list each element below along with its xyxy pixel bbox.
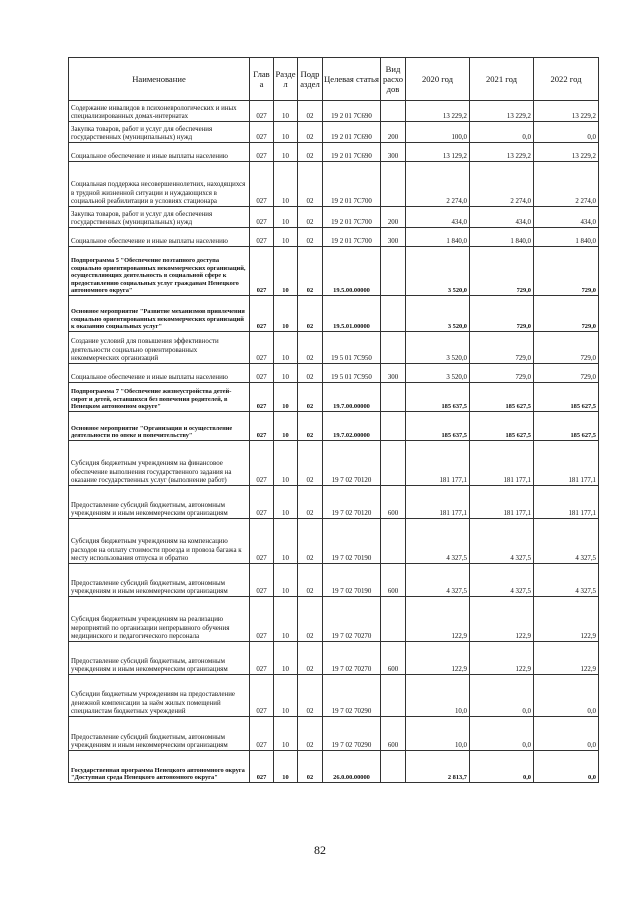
cell-target-article: 19 2 01 7С700	[323, 207, 381, 228]
table-row	[69, 122, 599, 143]
cell-podrazdel: 02	[298, 364, 323, 383]
cell-podrazdel: 02	[298, 383, 323, 412]
header-2020: 2020 год	[406, 58, 470, 101]
cell-razdel: 10	[274, 207, 298, 228]
cell-expense-type: 300	[381, 143, 406, 162]
cell-2021: 122,9	[470, 597, 534, 642]
cell-name: Предоставление субсидий бюджетным, автономным учреждениям и иным некоммерческим организациям	[69, 564, 250, 597]
cell-2020: 13 229,2	[406, 101, 470, 122]
cell-name: Предоставление субсидий бюджетным, автономным учреждениям и иным некоммерческим организациям	[69, 486, 250, 519]
cell-expense-type: 600	[381, 564, 406, 597]
cell-glava: 027	[250, 247, 274, 296]
cell-2020: 122,9	[406, 642, 470, 675]
cell-2020: 185 637,5	[406, 412, 470, 441]
cell-target-article: 19.7.00.00000	[323, 383, 381, 412]
cell-razdel: 10	[274, 642, 298, 675]
cell-podrazdel: 02	[298, 441, 323, 486]
cell-name: Создание условий для повышения эффективности деятельности социально ориентированных некоммерческих организаций	[69, 332, 250, 364]
cell-name: Государственная программа Ненецкого автономного округа "Доступная среда Ненецкого автономного округа"	[69, 751, 250, 783]
cell-target-article: 19 7 02 70290	[323, 675, 381, 717]
cell-razdel: 10	[274, 717, 298, 751]
cell-expense-type: 300	[381, 364, 406, 383]
header-razdel: Разде л	[274, 58, 298, 101]
cell-podrazdel: 02	[298, 296, 323, 332]
cell-2021: 0,0	[470, 717, 534, 751]
cell-glava: 027	[250, 383, 274, 412]
cell-glava: 027	[250, 296, 274, 332]
cell-podrazdel: 02	[298, 143, 323, 162]
cell-2020: 4 327,5	[406, 519, 470, 564]
cell-name: Закупка товаров, работ и услуг для обеспечения государственных (муниципальных) нужд	[69, 207, 250, 228]
table-row	[69, 143, 599, 162]
cell-2022: 1 840,0	[534, 228, 599, 247]
table-row	[69, 296, 599, 332]
cell-glava: 027	[250, 143, 274, 162]
table-row	[69, 101, 599, 122]
cell-2022: 122,9	[534, 597, 599, 642]
table-row	[69, 675, 599, 717]
cell-glava: 027	[250, 751, 274, 783]
cell-podrazdel: 02	[298, 486, 323, 519]
cell-2022: 2 274,0	[534, 162, 599, 207]
table-row	[69, 441, 599, 486]
cell-name: Предоставление субсидий бюджетным, автономным учреждениям и иным некоммерческим организациям	[69, 642, 250, 675]
cell-target-article: 19.5.00.00000	[323, 247, 381, 296]
cell-2020: 2 274,0	[406, 162, 470, 207]
table-row	[69, 717, 599, 751]
cell-expense-type: 200	[381, 207, 406, 228]
cell-name: Субсидия бюджетным учреждениям на реализацию мероприятий по организации непрерывного обучения медицинского и педагогического персонала	[69, 597, 250, 642]
cell-2021: 4 327,5	[470, 564, 534, 597]
cell-expense-type	[381, 332, 406, 364]
cell-glava: 027	[250, 364, 274, 383]
cell-target-article: 19.7.02.00000	[323, 412, 381, 441]
cell-2022: 0,0	[534, 717, 599, 751]
table-row	[69, 364, 599, 383]
table-row	[69, 383, 599, 412]
cell-2022: 0,0	[534, 122, 599, 143]
cell-2022: 185 627,5	[534, 412, 599, 441]
cell-name: Подпрограмма 5 "Обеспечение поэтапного доступа социально ориентированных некоммерческих организаций, осуществляющих деятельность в социальной сфере к предоставлению социальных услуг гражданам Ненецкого автономного округа"	[69, 247, 250, 296]
cell-podrazdel: 02	[298, 247, 323, 296]
cell-2020: 185 637,5	[406, 383, 470, 412]
table-row	[69, 162, 599, 207]
cell-target-article: 19 5 01 7С950	[323, 364, 381, 383]
cell-podrazdel: 02	[298, 122, 323, 143]
cell-2022: 4 327,5	[534, 519, 599, 564]
header-expense-type: Вид расхо дов	[381, 58, 406, 101]
cell-glava: 027	[250, 228, 274, 247]
cell-glava: 027	[250, 642, 274, 675]
page-number: 82	[314, 843, 326, 857]
cell-expense-type: 300	[381, 228, 406, 247]
cell-2021: 185 627,5	[470, 383, 534, 412]
cell-2021: 729,0	[470, 296, 534, 332]
cell-2021: 434,0	[470, 207, 534, 228]
header-glava: Глав а	[250, 58, 274, 101]
cell-podrazdel: 02	[298, 717, 323, 751]
cell-glava: 027	[250, 564, 274, 597]
cell-target-article: 19.5.01.00000	[323, 296, 381, 332]
cell-expense-type: 200	[381, 122, 406, 143]
cell-razdel: 10	[274, 162, 298, 207]
cell-expense-type	[381, 751, 406, 783]
cell-expense-type	[381, 519, 406, 564]
cell-glava: 027	[250, 675, 274, 717]
cell-2021: 4 327,5	[470, 519, 534, 564]
cell-razdel: 10	[274, 296, 298, 332]
table-row	[69, 332, 599, 364]
cell-2022: 0,0	[534, 675, 599, 717]
cell-target-article: 19 7 02 70270	[323, 597, 381, 642]
cell-2020: 13 129,2	[406, 143, 470, 162]
cell-2022: 4 327,5	[534, 564, 599, 597]
cell-razdel: 10	[274, 247, 298, 296]
table-row	[69, 247, 599, 296]
table-row	[69, 412, 599, 441]
cell-target-article: 26.0.00.00000	[323, 751, 381, 783]
cell-2021: 13 229,2	[470, 101, 534, 122]
cell-target-article: 19 5 01 7С950	[323, 332, 381, 364]
table-row	[69, 564, 599, 597]
cell-podrazdel: 02	[298, 207, 323, 228]
cell-expense-type	[381, 296, 406, 332]
cell-2022: 13 229,2	[534, 143, 599, 162]
cell-podrazdel: 02	[298, 564, 323, 597]
cell-2022: 185 627,5	[534, 383, 599, 412]
cell-2021: 0,0	[470, 751, 534, 783]
cell-name: Социальное обеспечение и иные выплаты населению	[69, 364, 250, 383]
cell-target-article: 19 2 01 7С690	[323, 122, 381, 143]
cell-name: Основное мероприятие "Развитие механизмов привлечения социально ориентированных некоммерческих организаций к оказанию социальных услуг"	[69, 296, 250, 332]
cell-2020: 1 840,0	[406, 228, 470, 247]
cell-2021: 729,0	[470, 332, 534, 364]
cell-glava: 027	[250, 519, 274, 564]
cell-2022: 729,0	[534, 296, 599, 332]
cell-2020: 181 177,1	[406, 441, 470, 486]
cell-expense-type	[381, 247, 406, 296]
cell-expense-type	[381, 383, 406, 412]
table-row	[69, 642, 599, 675]
cell-2020: 3 520,0	[406, 296, 470, 332]
table-header-row	[69, 58, 599, 101]
cell-razdel: 10	[274, 519, 298, 564]
cell-2021: 1 840,0	[470, 228, 534, 247]
cell-glava: 027	[250, 441, 274, 486]
cell-expense-type	[381, 597, 406, 642]
cell-razdel: 10	[274, 441, 298, 486]
cell-podrazdel: 02	[298, 597, 323, 642]
table-row	[69, 751, 599, 783]
cell-target-article: 19 2 01 7С700	[323, 162, 381, 207]
cell-name: Социальная поддержка несовершеннолетних, находящихся в трудной жизненной ситуации и нуждающихся в социальной реабилитации в условиях стационара	[69, 162, 250, 207]
cell-2022: 181 177,1	[534, 486, 599, 519]
table-row	[69, 486, 599, 519]
cell-razdel: 10	[274, 364, 298, 383]
cell-target-article: 19 7 02 70120	[323, 441, 381, 486]
cell-glava: 027	[250, 101, 274, 122]
cell-expense-type	[381, 162, 406, 207]
header-2021: 2021 год	[470, 58, 534, 101]
cell-2021: 13 229,2	[470, 143, 534, 162]
cell-podrazdel: 02	[298, 332, 323, 364]
header-2022: 2022 год	[534, 58, 599, 101]
cell-2022: 122,9	[534, 642, 599, 675]
cell-name: Социальное обеспечение и иные выплаты населению	[69, 228, 250, 247]
cell-2022: 0,0	[534, 751, 599, 783]
cell-podrazdel: 02	[298, 675, 323, 717]
cell-glava: 027	[250, 332, 274, 364]
cell-razdel: 10	[274, 751, 298, 783]
cell-razdel: 10	[274, 412, 298, 441]
cell-razdel: 10	[274, 143, 298, 162]
cell-2022: 729,0	[534, 247, 599, 296]
cell-glava: 027	[250, 597, 274, 642]
cell-target-article: 19 7 02 70290	[323, 717, 381, 751]
cell-2020: 2 813,7	[406, 751, 470, 783]
cell-2021: 729,0	[470, 364, 534, 383]
cell-2020: 3 520,0	[406, 332, 470, 364]
cell-2022: 13 229,2	[534, 101, 599, 122]
cell-podrazdel: 02	[298, 412, 323, 441]
budget-table-wrapper	[68, 57, 598, 783]
cell-2021: 181 177,1	[470, 441, 534, 486]
cell-razdel: 10	[274, 101, 298, 122]
cell-razdel: 10	[274, 332, 298, 364]
cell-expense-type: 600	[381, 486, 406, 519]
cell-expense-type	[381, 101, 406, 122]
cell-target-article: 19 2 01 7С690	[323, 143, 381, 162]
cell-expense-type: 600	[381, 642, 406, 675]
cell-glava: 027	[250, 207, 274, 228]
cell-expense-type: 600	[381, 717, 406, 751]
header-target-article: Целевая статья	[323, 58, 381, 101]
cell-name: Содержание инвалидов в психоневрологических и иных специализированных домах-интернатах	[69, 101, 250, 122]
cell-podrazdel: 02	[298, 101, 323, 122]
cell-2021: 0,0	[470, 122, 534, 143]
cell-glava: 027	[250, 162, 274, 207]
cell-razdel: 10	[274, 675, 298, 717]
header-name: Наименование	[69, 58, 250, 101]
cell-2020: 122,9	[406, 597, 470, 642]
cell-2020: 100,0	[406, 122, 470, 143]
cell-glava: 027	[250, 412, 274, 441]
cell-2020: 10,0	[406, 717, 470, 751]
header-podrazdel: Подр аздел	[298, 58, 323, 101]
cell-target-article: 19 7 02 70120	[323, 486, 381, 519]
cell-razdel: 10	[274, 122, 298, 143]
cell-2022: 729,0	[534, 364, 599, 383]
cell-razdel: 10	[274, 597, 298, 642]
cell-podrazdel: 02	[298, 519, 323, 564]
cell-name: Субсидия бюджетным учреждениям на компенсацию расходов на оплату стоимости проезда и провоза багажа к месту использования отпуска и обратно	[69, 519, 250, 564]
cell-podrazdel: 02	[298, 642, 323, 675]
cell-2021: 729,0	[470, 247, 534, 296]
table-body	[69, 101, 599, 783]
cell-2020: 3 520,0	[406, 364, 470, 383]
cell-2020: 4 327,5	[406, 564, 470, 597]
cell-target-article: 19 2 01 7С700	[323, 228, 381, 247]
cell-2022: 181 177,1	[534, 441, 599, 486]
cell-2020: 181 177,1	[406, 486, 470, 519]
cell-name: Предоставление субсидий бюджетным, автономным учреждениям и иным некоммерческим организациям	[69, 717, 250, 751]
cell-2021: 122,9	[470, 642, 534, 675]
cell-razdel: 10	[274, 228, 298, 247]
cell-expense-type	[381, 675, 406, 717]
cell-target-article: 19 7 02 70190	[323, 519, 381, 564]
cell-2022: 434,0	[534, 207, 599, 228]
cell-2021: 2 274,0	[470, 162, 534, 207]
cell-target-article: 19 7 02 70270	[323, 642, 381, 675]
cell-name: Социальное обеспечение и иные выплаты населению	[69, 143, 250, 162]
cell-2022: 729,0	[534, 332, 599, 364]
cell-razdel: 10	[274, 564, 298, 597]
budget-table	[68, 57, 599, 783]
cell-glava: 027	[250, 486, 274, 519]
cell-razdel: 10	[274, 383, 298, 412]
cell-name: Основное мероприятие "Организация и осуществление деятельности по опеке и попечительству"	[69, 412, 250, 441]
cell-2020: 434,0	[406, 207, 470, 228]
cell-podrazdel: 02	[298, 162, 323, 207]
cell-2021: 181 177,1	[470, 486, 534, 519]
table-row	[69, 228, 599, 247]
cell-podrazdel: 02	[298, 228, 323, 247]
cell-podrazdel: 02	[298, 751, 323, 783]
cell-glava: 027	[250, 717, 274, 751]
cell-name: Закупка товаров, работ и услуг для обеспечения государственных (муниципальных) нужд	[69, 122, 250, 143]
cell-2021: 185 627,5	[470, 412, 534, 441]
cell-target-article: 19 7 02 70190	[323, 564, 381, 597]
table-row	[69, 519, 599, 564]
cell-target-article: 19 2 01 7С690	[323, 101, 381, 122]
cell-2020: 10,0	[406, 675, 470, 717]
cell-expense-type	[381, 441, 406, 486]
cell-2020: 3 520,0	[406, 247, 470, 296]
cell-glava: 027	[250, 122, 274, 143]
cell-2021: 0,0	[470, 675, 534, 717]
cell-name: Субсидии бюджетным учреждениям на предоставление денежной компенсации за наём жилых помещений специалистам бюджетных учреждений	[69, 675, 250, 717]
table-row	[69, 597, 599, 642]
cell-razdel: 10	[274, 486, 298, 519]
cell-name: Субсидия бюджетным учреждениям на финансовое обеспечение выполнения государственного задания на оказание государственных услуг (выполнение работ)	[69, 441, 250, 486]
cell-name: Подпрограмма 7 "Обеспечение жизнеустройства детей-сирот и детей, оставшихся без попечения родителей, в Ненецком автономном округе"	[69, 383, 250, 412]
cell-expense-type	[381, 412, 406, 441]
table-row	[69, 207, 599, 228]
